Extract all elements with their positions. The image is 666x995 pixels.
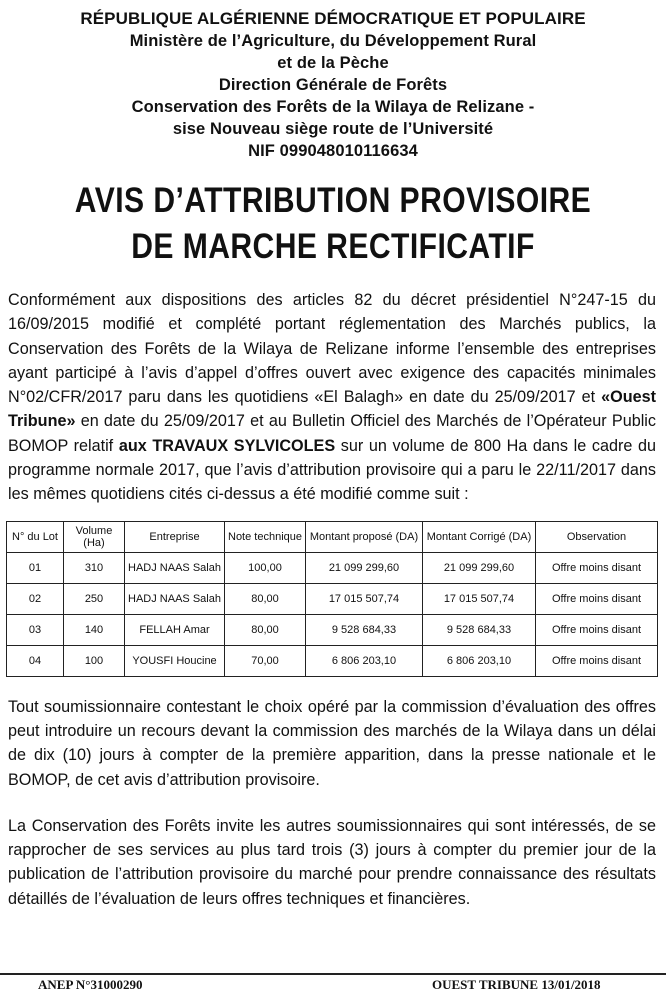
header-cell: Montant Corrigé (DA) — [423, 521, 536, 552]
table-cell: Offre moins disant — [536, 552, 658, 583]
intro-text-3: sur un volume de 800 Ha dans le cadre du programme normale 2017, que l’avis d’attribution provisoire qui a paru le 22/11/2017 dans les mêmes quotidiens cités ci-dessus a été modifié comme suit : — [8, 436, 656, 504]
header-cell: Entreprise — [125, 521, 225, 552]
table-cell: Offre moins disant — [536, 645, 658, 676]
table-cell: 17 015 507,74 — [423, 583, 536, 614]
table-cell: 21 099 299,60 — [423, 552, 536, 583]
letterhead — [0, 8, 666, 162]
newspaper-date: OUEST TRIBUNE 13/01/2018 — [432, 977, 601, 992]
nif-number: NIF 099048010116634 — [248, 142, 418, 160]
publication-footer — [0, 973, 666, 995]
intro-text-1: Conformément aux dispositions des articles 82 du décret présidentiel N°247-15 du 16/09/2015 modifié et complété portant réglementation des Marchés publics, la Conservation des Forêts de la Wilaya de Relizane informe l’ensemble des entreprises ayant participé à l’avis d’appel d’offres ouvert avec exigence des capacités minimales N°02/CFR/2017 paru dans les quotidiens «El Balagh» en date du 25/09/2017 et — [8, 291, 656, 407]
table-cell: HADJ NAAS Salah — [125, 552, 225, 583]
appeal-paragraph: Tout soumissionnaire contestant le choix opéré par la commission d’évaluation des offres peut introduire un recours devant la commission des marchés de la Wilaya dans un délai de dix (10) jours à compter de la première apparition, dans la presse nationale et le BOMOP, de cet avis d’attribution provisoire. — [8, 697, 656, 789]
ministry-name: Ministère de l’Agriculture, du Développement Rural — [129, 32, 537, 50]
table-cell: 250 — [64, 583, 125, 614]
header-cell: Note technique — [225, 521, 306, 552]
table-cell: 9 528 684,33 — [306, 614, 423, 645]
table-row — [7, 583, 658, 614]
intro-paragraph — [8, 288, 656, 507]
table-cell: 70,00 — [225, 645, 306, 676]
title-line-2: DE MARCHE RECTIFICATIF — [131, 227, 535, 266]
table-cell: HADJ NAAS Salah — [125, 583, 225, 614]
table-cell: 100 — [64, 645, 125, 676]
anep-reference: ANEP N°31000290 — [38, 977, 143, 992]
address: sise Nouveau siège route de l’Université — [172, 120, 494, 138]
ministry-name-cont: et de la Pèche — [277, 54, 389, 72]
invitation-paragraph: La Conservation des Forêts invite les autres soumissionnaires qui sont intéressés, de se rapprocher de ses services au plus tard trois (3) jours à compter du premier jour de la publication de l’attribution provisoire du marché pour prendre connaissance des résultats détaillés de l’évaluation de leurs offres techniques et financières. — [8, 816, 656, 908]
header-cell: N° du Lot — [7, 521, 64, 552]
directorate-name: Direction Générale de Forêts — [218, 76, 448, 94]
table-cell: YOUSFI Houcine — [125, 645, 225, 676]
table-header-row — [7, 521, 658, 552]
intro-bold-1: «Ouest Tribune» — [8, 388, 656, 431]
intro-text-2: en date du 25/09/2017 et au Bulletin Officiel des Marchés de l’Opérateur Public BOMOP relatif — [8, 412, 656, 455]
header-cell: Montant proposé (DA) — [306, 521, 423, 552]
table-cell: 17 015 507,74 — [306, 583, 423, 614]
table-row — [7, 614, 658, 645]
table-row — [7, 552, 658, 583]
table-row — [7, 645, 658, 676]
table-cell: 02 — [7, 583, 64, 614]
table-cell: 140 — [64, 614, 125, 645]
table-cell: 04 — [7, 645, 64, 676]
table-cell: 6 806 203,10 — [306, 645, 423, 676]
header-cell: Observation — [536, 521, 658, 552]
table-cell: 21 099 299,60 — [306, 552, 423, 583]
table-cell: 80,00 — [225, 583, 306, 614]
table-cell: 100,00 — [225, 552, 306, 583]
table-cell: 03 — [7, 614, 64, 645]
conservation-name: Conservation des Forêts de la Wilaya de Relizane - — [131, 98, 535, 116]
award-table — [6, 521, 658, 677]
intro-bold-2: aux TRAVAUX SYLVICOLES — [118, 436, 336, 455]
table-cell: 80,00 — [225, 614, 306, 645]
title-line-1: AVIS D’ATTRIBUTION PROVISOIRE — [74, 181, 592, 220]
table-cell: Offre moins disant — [536, 614, 658, 645]
table-cell: 9 528 684,33 — [423, 614, 536, 645]
table-cell: 6 806 203,10 — [423, 645, 536, 676]
republic-name: RÉPUBLIQUE ALGÉRIENNE DÉMOCRATIQUE ET POPULAIRE — [80, 9, 586, 28]
table-cell: 310 — [64, 552, 125, 583]
table-cell: FELLAH Amar — [125, 614, 225, 645]
table-cell: Offre moins disant — [536, 583, 658, 614]
header-cell: Volume (Ha) — [64, 521, 125, 552]
table-cell: 01 — [7, 552, 64, 583]
notice-title — [0, 178, 666, 270]
